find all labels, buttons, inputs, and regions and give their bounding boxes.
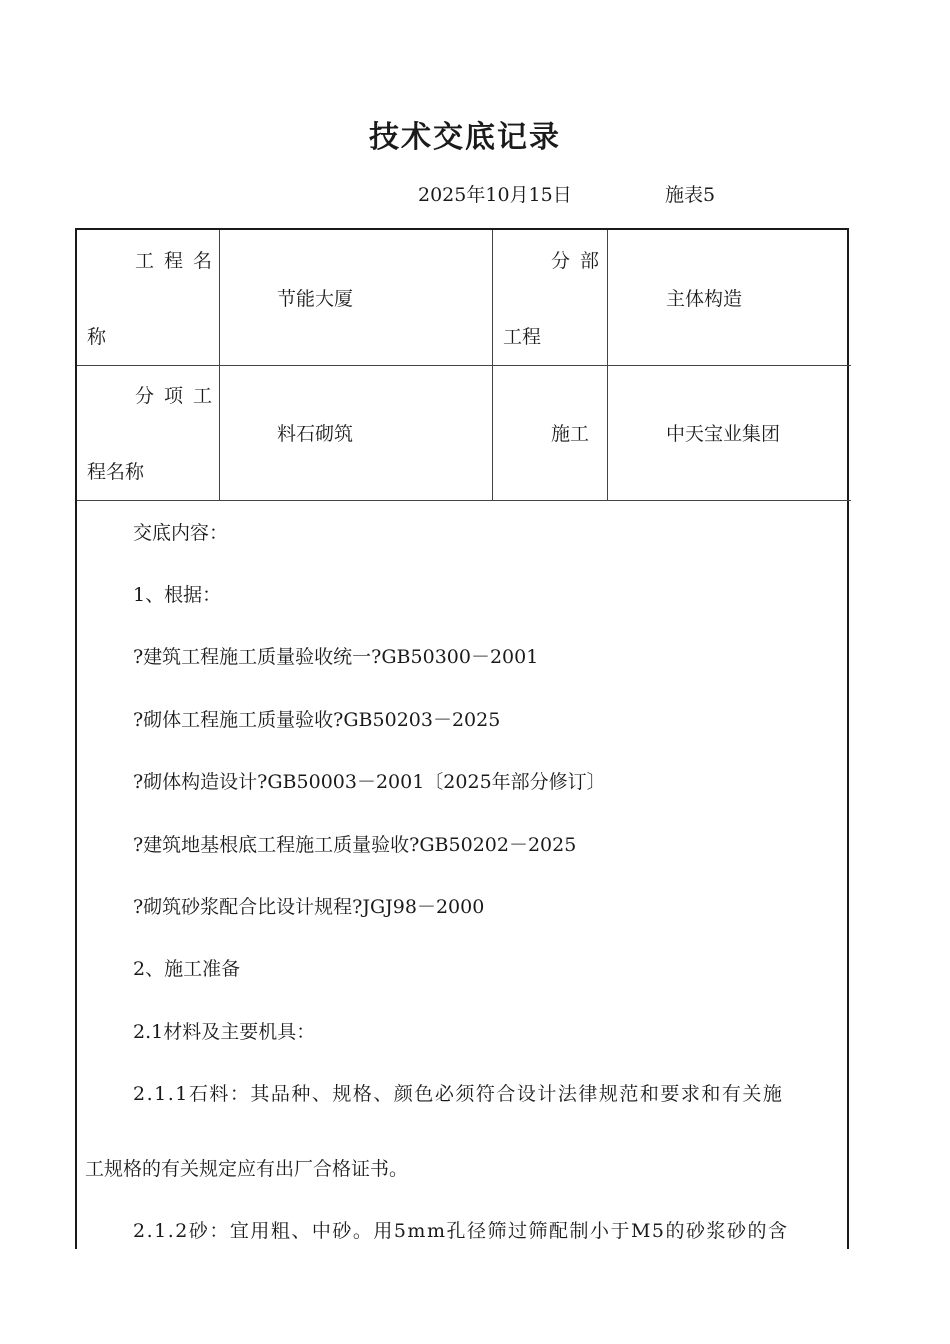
content-line: 2.1.2砂：宜用粗、中砂。用5mm孔径筛过筛配制小于M5的砂浆砂的含 <box>133 1220 789 1242</box>
content-line: ?砌体构造设计?GB50003－2001〔2025年部分修订〕 <box>133 771 606 793</box>
content-line: ?建筑地基根底工程施工质量验收?GB50202－2025 <box>133 834 577 856</box>
project-name-label-cont: 称 <box>87 326 107 348</box>
content-line: ?建筑工程施工质量验收统一?GB50300－2001 <box>133 646 539 668</box>
project-name-value: 节能大厦 <box>277 288 354 310</box>
construction-label: 施工 <box>551 423 590 445</box>
row-divider <box>77 500 851 501</box>
content-line: 1、根据： <box>133 584 222 606</box>
content-line: 2.1.1石料：其品种、规格、颜色必须符合设计法律规范和要求和有关施 <box>133 1083 784 1105</box>
content-line: 2、施工准备 <box>133 958 241 980</box>
subitem-label: 分项工 <box>135 385 223 407</box>
construction-value: 中天宝业集团 <box>666 423 781 445</box>
content-line: ?砌筑砂浆配合比设计规程?JGJ98－2000 <box>133 896 485 918</box>
content-line: 工规格的有关规定应有出厂合格证书。 <box>85 1158 409 1180</box>
content-line: 2.1材料及主要机具： <box>133 1021 316 1043</box>
document-title: 技术交底记录 <box>369 120 561 155</box>
division-label-cont: 工程 <box>503 326 542 348</box>
content-line: ?砌体工程施工质量验收?GB50203－2025 <box>133 709 501 731</box>
row-divider <box>77 365 851 366</box>
document-date: 2025年10月15日 <box>418 184 572 206</box>
division-label: 分部 <box>551 250 610 272</box>
column-divider <box>492 230 493 500</box>
form-number: 施表5 <box>665 184 716 206</box>
content-heading: 交底内容： <box>133 522 229 544</box>
record-table <box>75 228 849 1249</box>
division-value: 主体构造 <box>666 288 743 310</box>
subitem-label-cont: 程名称 <box>87 461 145 483</box>
subitem-value: 料石砌筑 <box>277 423 354 445</box>
project-name-label: 工程名 <box>135 250 223 272</box>
